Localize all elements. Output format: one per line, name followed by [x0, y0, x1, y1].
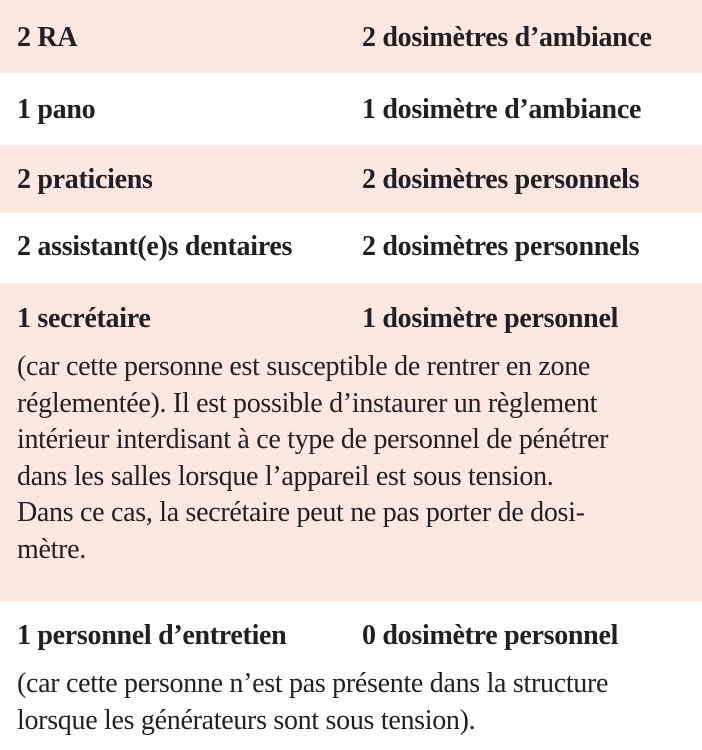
note-line: Dans ce cas, la secrétaire peut ne pas porter de dosi-	[17, 497, 585, 528]
table-row	[0, 602, 702, 750]
staff-cell: 2 RA	[17, 22, 78, 53]
staff-cell: 2 assistant(e)s dentaires	[17, 231, 293, 262]
note-line: (car cette personne n’est pas présente dans la structure	[17, 668, 609, 699]
dosimeter-cell: 2 dosimètres d’ambiance	[362, 22, 652, 53]
note-line: dans les salles lorsque l’appareil est sous tension.	[17, 460, 554, 492]
dosimeter-cell: 1 dosimètre personnel	[362, 303, 619, 334]
table-row	[0, 73, 702, 145]
note-line: réglementée). Il est possible d’instaurer un règlement	[17, 387, 598, 419]
note-line: mètre.	[17, 533, 86, 565]
table-row	[0, 145, 702, 213]
table-row	[0, 213, 702, 283]
table-row	[0, 283, 702, 602]
note-line: (car cette personne est susceptible de rentrer en zone	[17, 351, 591, 382]
table-row	[0, 0, 702, 73]
staff-cell: 1 pano	[17, 94, 96, 125]
dosimeter-cell: 2 dosimètres personnels	[362, 164, 640, 195]
dosimeter-cell: 2 dosimètres personnels	[362, 231, 640, 262]
dosimeter-cell: 0 dosimètre personnel	[362, 620, 619, 651]
dosimeter-cell: 1 dosimètre d’ambiance	[362, 94, 642, 125]
note-line: lorsque les générateurs sont sous tension).	[17, 704, 476, 736]
row-note	[17, 349, 687, 568]
row-note	[17, 666, 687, 739]
staff-cell: 2 praticiens	[17, 164, 153, 195]
staff-cell: 1 secrétaire	[17, 303, 151, 334]
staff-cell: 1 personnel d’entretien	[17, 620, 287, 651]
note-line: intérieur interdisant à ce type de personnel de pénétrer	[17, 424, 609, 455]
